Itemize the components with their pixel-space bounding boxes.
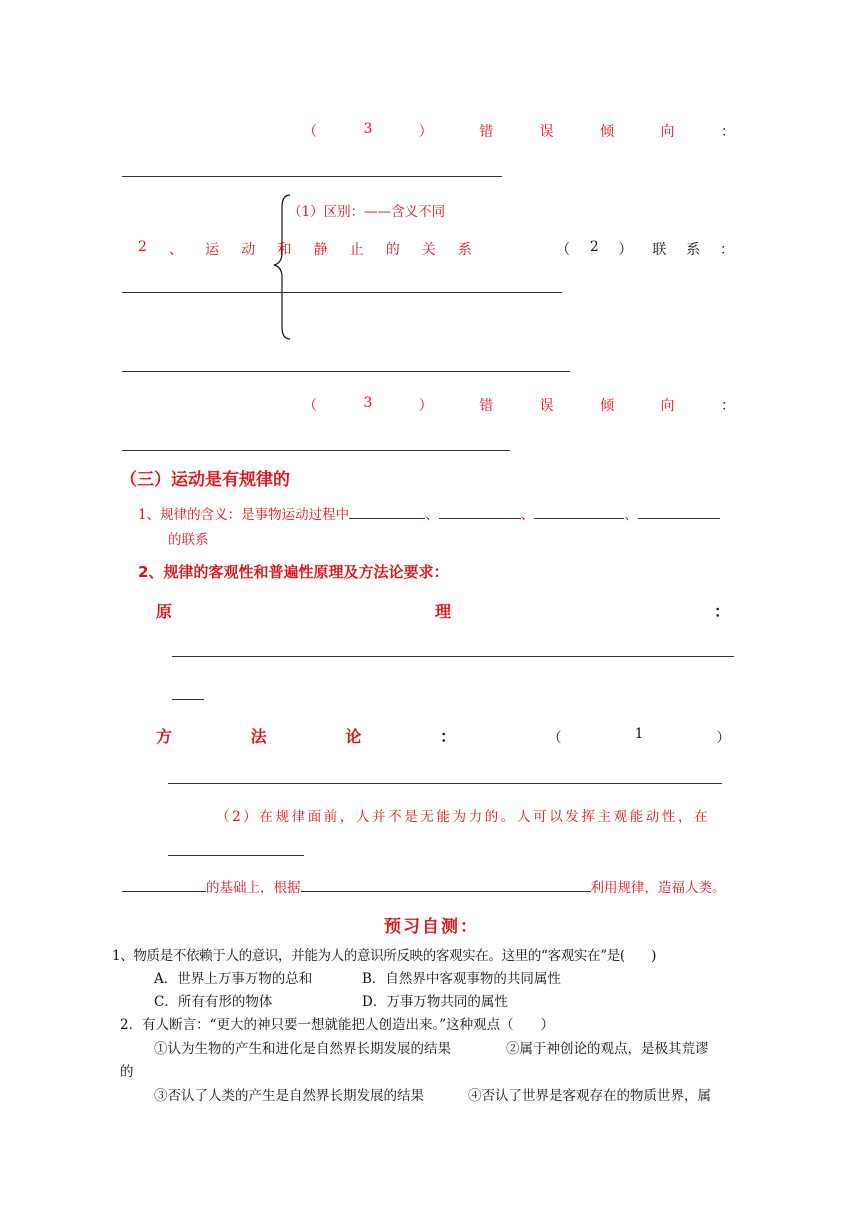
methodology-item-2-tail xyxy=(122,876,726,896)
item-number: 3 xyxy=(363,395,373,411)
char: 论 xyxy=(345,727,362,746)
char: 错 xyxy=(479,398,494,414)
colon: ： xyxy=(720,124,735,140)
paren-open: （ xyxy=(303,398,317,414)
char: 系 xyxy=(686,242,701,258)
question-1-option-c: C．所有有形的物体 xyxy=(154,994,273,1010)
blank-line xyxy=(122,292,562,293)
law-definition xyxy=(138,503,720,523)
item-number: 3 xyxy=(363,121,373,137)
error-tendency-label-bottom xyxy=(303,395,735,415)
char: 方 xyxy=(156,727,173,746)
blank-line xyxy=(168,783,722,784)
separator: 、 xyxy=(425,507,439,523)
paren-open: （ xyxy=(548,730,562,746)
blank-field xyxy=(349,504,425,519)
char: 2 xyxy=(138,239,147,255)
char: 向 xyxy=(660,398,675,414)
char: 静 xyxy=(313,242,328,258)
char: 原 xyxy=(156,602,173,621)
char: 系 xyxy=(457,242,472,258)
paren-close: ） xyxy=(418,398,433,414)
char: 误 xyxy=(539,124,554,140)
char: （ xyxy=(556,242,570,258)
char: 止 xyxy=(349,242,364,258)
question-2-option-1: ①认为生物的产生和进化是自然界长期发展的结果 xyxy=(154,1041,451,1057)
blank-field xyxy=(122,877,206,892)
principle-heading: 2、规律的客观性和普遍性原理及方法论要求： xyxy=(138,563,449,581)
char: 倾 xyxy=(600,124,615,140)
question-1-option-b: B．自然界中客观事物的共同属性 xyxy=(362,971,561,987)
question-2: 2．有人断言：“更大的神只要一想就能把人创造出来。”这种观点（ ） xyxy=(120,1017,555,1033)
methodology-item-2: （2）在规律面前，人并不是无能为力的。人可以发挥主观能动性，在 xyxy=(216,809,711,825)
paren-open: （ xyxy=(303,124,317,140)
blank-field xyxy=(638,504,720,519)
item-number: 1 xyxy=(634,726,644,742)
char: 倾 xyxy=(600,398,615,414)
relation-title xyxy=(138,239,472,259)
blank-field xyxy=(534,504,624,519)
methodology-item-1 xyxy=(548,726,730,746)
question-1-option-a: A．世界上万事万物的总和 xyxy=(154,971,313,987)
blank-field xyxy=(301,877,591,892)
char: ： xyxy=(439,727,456,746)
blank-line xyxy=(122,450,510,451)
principle-label xyxy=(156,599,730,622)
paren-close: ） xyxy=(418,124,433,140)
separator: 、 xyxy=(520,507,535,523)
colon: ： xyxy=(720,398,735,414)
char: 联 xyxy=(652,242,667,258)
blank-line xyxy=(122,371,570,372)
question-2-option-2: ②属于神创论的观点，是极其荒谬 xyxy=(506,1041,709,1057)
blank-line xyxy=(172,699,204,700)
char: 关 xyxy=(421,242,436,258)
blank-line xyxy=(122,176,502,177)
brace-item-connection xyxy=(556,239,734,259)
question-1-option-d: D．万事万物共同的属性 xyxy=(362,994,508,1010)
error-tendency-label-top xyxy=(303,121,735,141)
char: 动 xyxy=(241,242,256,258)
blank-field xyxy=(439,504,521,519)
char: 运 xyxy=(205,242,220,258)
question-2-option-3: ③否认了人类的产生是自然界长期发展的结果 xyxy=(154,1088,424,1104)
blank-line xyxy=(168,855,304,856)
separator: 、 xyxy=(624,507,638,523)
char: ） xyxy=(618,242,633,258)
char: 和 xyxy=(277,242,292,258)
char: 理 xyxy=(434,602,451,621)
paren-close: ） xyxy=(716,730,730,746)
brace-item-difference: （1）区别：——含义不同 xyxy=(288,204,446,220)
char: 的 xyxy=(385,242,400,258)
tail-end: 利用规律，造福人类。 xyxy=(590,880,726,896)
char: 错 xyxy=(479,124,494,140)
tail-middle: 的基础上，根据 xyxy=(206,880,301,896)
char: 法 xyxy=(250,727,267,746)
char: 向 xyxy=(660,124,675,140)
question-2-option-4: ④否认了世界是客观存在的物质世界，属 xyxy=(468,1088,711,1104)
law-definition-prefix: 1、规律的含义：是事物运动过程中 xyxy=(138,507,350,523)
section-three-heading: （三）运动是有规律的 xyxy=(120,470,290,490)
char: 、 xyxy=(169,242,184,258)
char: 误 xyxy=(539,398,554,414)
char: ： xyxy=(719,242,734,258)
methodology-label xyxy=(156,724,456,747)
self-test-heading: 预习自测： xyxy=(384,917,479,937)
blank-line xyxy=(172,656,734,657)
char: ： xyxy=(713,602,730,621)
question-1: 1、物质是不依赖于人的意识，并能为人的意识所反映的客观实在。这里的“客观实在”是( ) xyxy=(112,948,657,964)
law-definition-suffix: 的联系 xyxy=(168,532,209,548)
question-2-option-2-cont: 的 xyxy=(120,1064,134,1080)
char: 2 xyxy=(589,239,599,255)
